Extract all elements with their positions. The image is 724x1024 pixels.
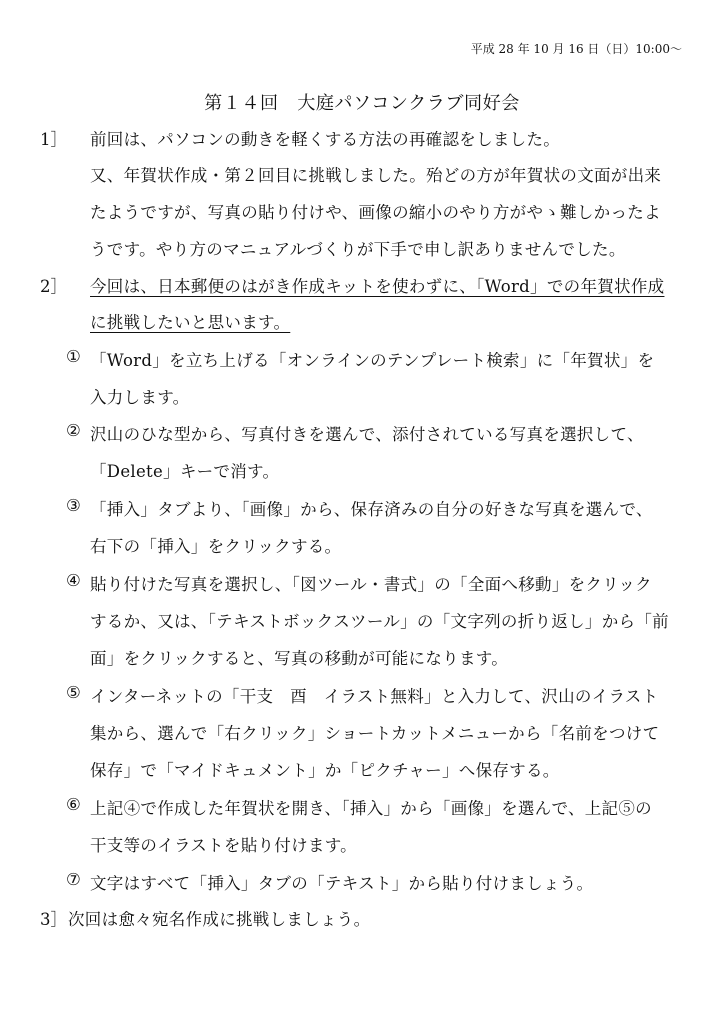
section-number: 3］ [40, 910, 67, 929]
step-line: インターネットの「干支 酉 イラスト無料」と入力して、沢山のイラスト [90, 687, 659, 706]
paragraph-line: 又、年賀状作成・第２回目に挑戦しました。殆どの方が年賀状の文面が出来 [90, 166, 662, 185]
step-line: 「Delete」キーで消す。 [90, 462, 280, 481]
step-line: 貼り付けた写真を選択し、「図ツール・書式」の「全面へ移動」をクリック [90, 575, 652, 594]
step-line: 上記④で作成した年賀状を開き、「挿入」から「画像」を選んで、上記⑤の [90, 799, 652, 818]
section-number: 1］ [40, 130, 67, 149]
step-line: 面」をクリックすると、写真の移動が可能になります。 [90, 649, 509, 668]
date-header: 平成 28 年 10 月 16 日（日）10:00～ [470, 42, 682, 56]
step-line: 右下の「挿入」をクリックする。 [90, 537, 342, 556]
step-marker: ③ [66, 496, 81, 515]
step-marker: ② [66, 421, 81, 440]
step-line: 「Word」を立ち上げる「オンラインのテンプレート検索」に「年賀状」を [90, 351, 655, 370]
document-title: 第１４回 大庭パソコンクラブ同好会 [204, 93, 520, 114]
step-marker: ⑤ [66, 683, 81, 702]
step-line: 干支等のイラストを貼り付けます。 [90, 836, 357, 855]
paragraph-line: 前回は、パソコンの動きを軽くする方法の再確認をしました。 [90, 130, 561, 149]
step-marker: ④ [66, 571, 81, 590]
step-marker: ⑦ [66, 870, 81, 889]
paragraph-line-underlined: 今回は、日本郵便のはがき作成キットを使わずに、「Word」での年賀状作成 [90, 277, 665, 296]
step-line: 入力します。 [90, 388, 190, 407]
step-line: 沢山のひな型から、写真付きを選んで、添付されている写真を選択して、 [90, 425, 644, 444]
step-line: 文字はすべて「挿入」タブの「テキスト」から貼り付けましょう。 [90, 874, 594, 893]
paragraph-line: うです。やり方のマニュアルづくりが下手で申し訳ありませんでした。 [90, 240, 626, 259]
paragraph-line: 次回は愈々宛名作成に挑戦しましょう。 [68, 910, 371, 929]
step-line: 「挿入」タブより、「画像」から、保存済みの自分の好きな写真を選んで、 [90, 500, 653, 519]
step-line: 集から、選んで「右クリック」ショートカットメニューから「名前をつけて [90, 724, 660, 743]
step-marker: ① [66, 347, 81, 366]
paragraph-line: たようですが、写真の貼り付けや、画像の縮小のやり方がやゝ難しかったよ [90, 203, 661, 222]
step-line: するか、又は、「テキストボックスツール」の「文字列の折り返し」から「前 [90, 612, 669, 631]
paragraph-line-underlined: に挑戦したいと思います。 [90, 313, 291, 332]
section-number: 2］ [40, 277, 67, 296]
step-line: 保存」で「マイドキュメント」か「ピクチャー」へ保存する。 [90, 761, 560, 780]
step-marker: ⑥ [66, 795, 81, 814]
